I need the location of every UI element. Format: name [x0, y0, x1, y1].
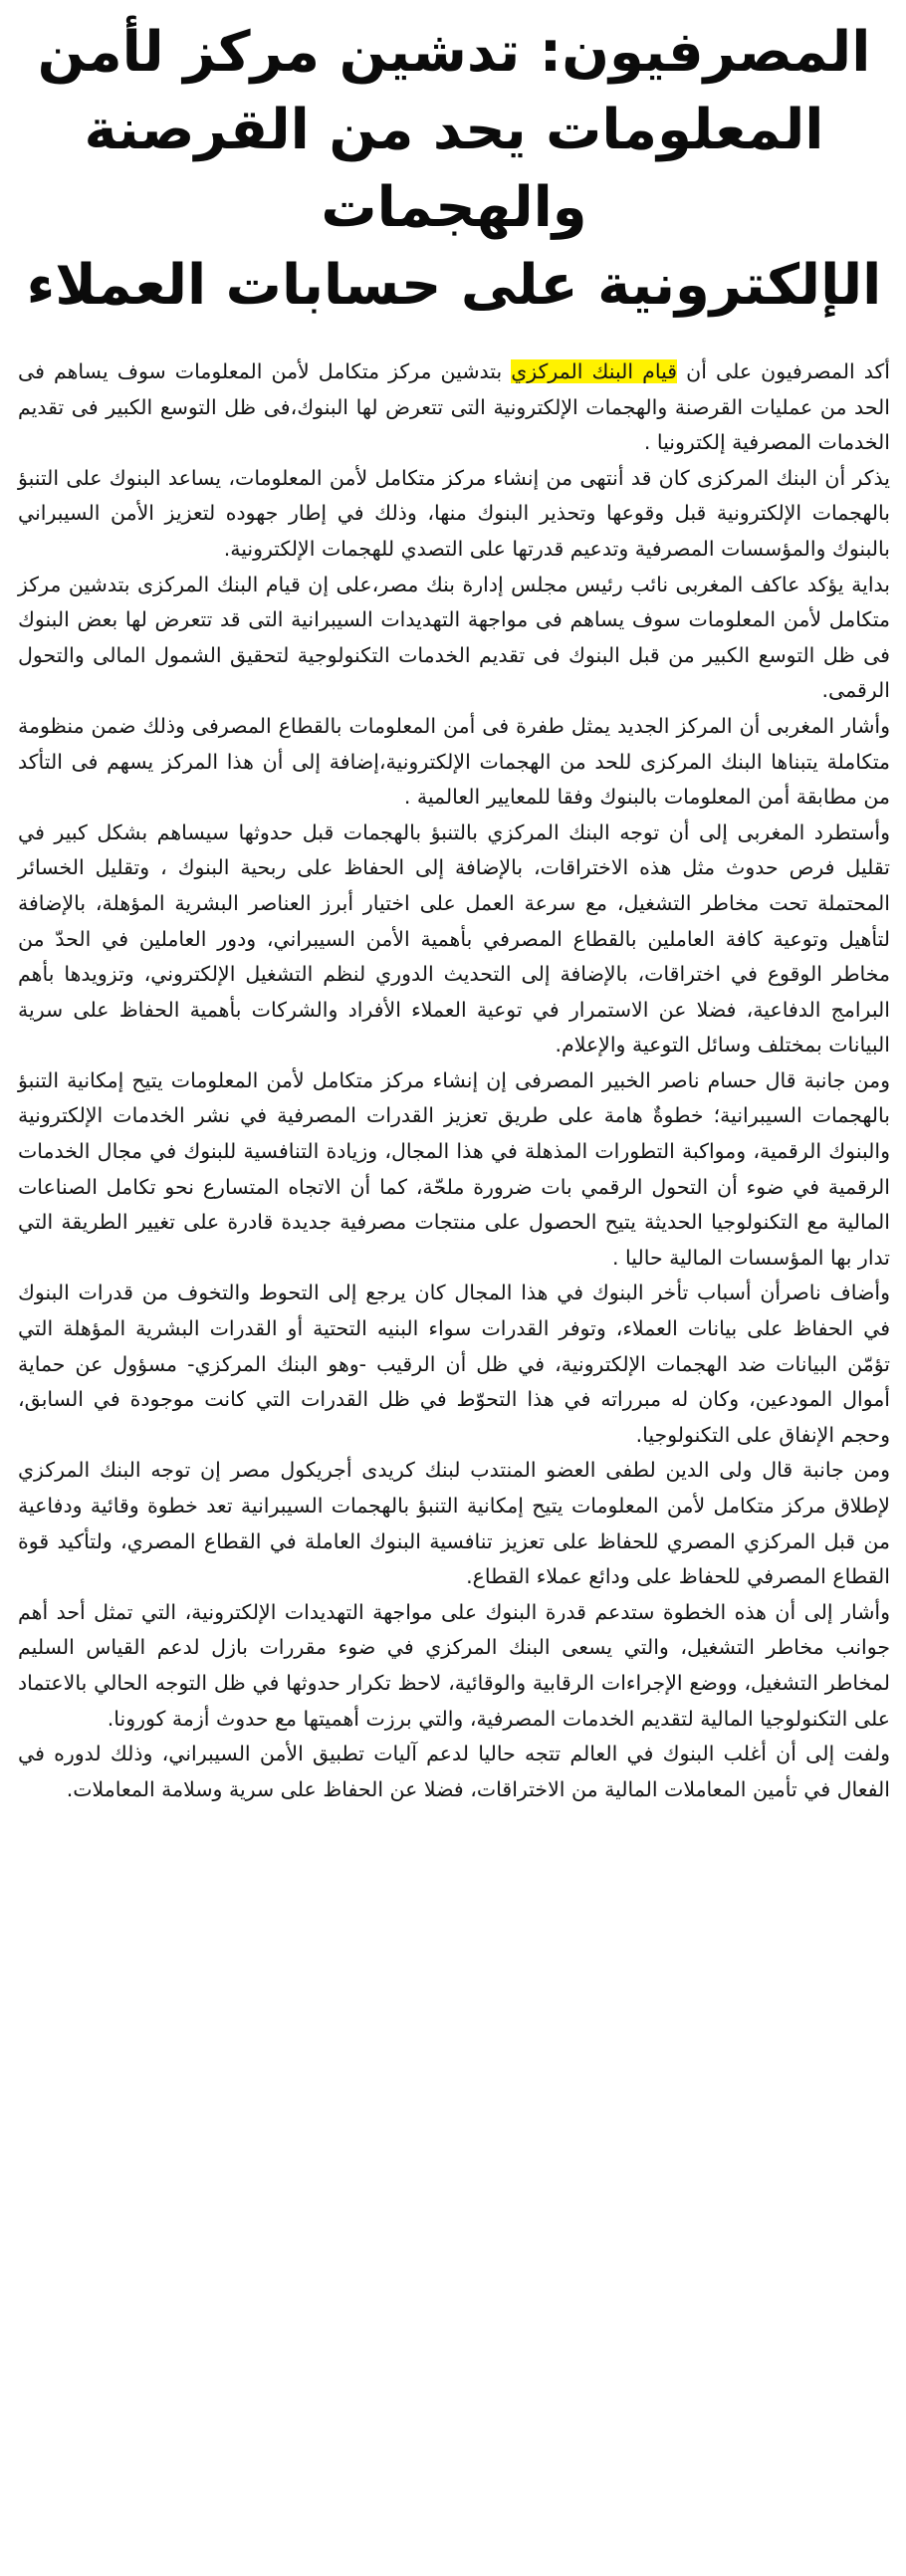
- lead-text-start: أكد المصرفيون على أن: [677, 359, 890, 383]
- lead-text-rest: بتدشين مركز متكامل لأمن المعلومات سوف يساهم فى الحد من عمليات القرصنة والهجمات الإلكترونية التى تتعرض لها البنوك،فى ظل التوسع الكبير فى تقديم الخدمات المصرفية إلكترونيا .: [18, 359, 890, 455]
- headline-line: الإلكترونية على حسابات العملاء: [26, 253, 882, 318]
- headline-line: المصرفيون: تدشين مركز لأمن: [37, 20, 871, 85]
- headline-line: المعلومات يحد من القرصنة والهجمات: [84, 98, 824, 240]
- article-paragraph: ومن جانبة قال حسام ناصر الخبير المصرفى إن إنشاء مركز متكامل لأمن المعلومات يتيح إمكانية التنبؤ بالهجمات السيبرانية؛ خطوةٌ هامة على طريق تعزيز القدرات المصرفية في نشر الخدمات الإلكترونية والبنوك الرقمية، ومواكبة التطورات المذهلة في هذا المجال، وزيادة التنافسية للبنوك في مجال الخدمات الرقمية في ضوء أن التحول الرقمي بات ضرورة ملحّة، كما أن الاتجاه المتسارع نحو تكامل الصناعات المالية مع التكنولوجيا الحديثة يتيح الحصول على منتجات مصرفية جديدة قادرة على تغيير الطريقة التي تدار بها المؤسسات المالية حاليا .: [18, 1067, 890, 1270]
- article-paragraph: ومن جانبة قال ولى الدين لطفى العضو المنتدب لبنك كريدى أجريكول مصر إن توجه البنك المركزي لإطلاق مركز متكامل لأمن المعلومات يتيح إمكانية التنبؤ بالهجمات السيبرانية تعد خطوة وقائية ودفاعية من قبل المركزي المصري للحفاظ على تعزيز تنافسية البنوك العاملة في القطاع المصري، ولتأكيد قوة القطاع المصرفي للحفاظ على ودائع عملاء القطاع.: [18, 1458, 890, 1589]
- article-paragraph: وأشار إلى أن هذه الخطوة ستدعم قدرة البنوك على مواجهة التهديدات الإلكترونية، التي تمثل أحد أهم جوانب مخاطر التشغيل، والتي يسعى البنك المركزي في ضوء مقررات بازل لدعم القياس السليم لمخاطر التشغيل، ووضع الإجراءات الرقابية والوقائية، لاحظ تكرار حدوثها في ظل التوجه الحالي بالاعتماد على التكنولوجيا المالية لتقديم الخدمات المصرفية، والتي برزت أهميتها مع حدوث أزمة كورونا.: [18, 1599, 890, 1731]
- article-headline: [18, 14, 890, 325]
- article-body: [18, 354, 890, 1807]
- highlighted-phrase: قيام البنك المركزي: [511, 359, 678, 383]
- article-paragraph: وأشار المغربى أن المركز الجديد يمثل طفرة فى أمن المعلومات بالقطاع المصرفى وذلك ضمن منظومة متكاملة يتبناها البنك المركزى للحد من الهجمات الإلكترونية،إضافة إلى أن هذا المركز يسهم فى التأكد من مطابقة أمن المعلومات بالبنوك وفقا للمعايير العالمية .: [18, 713, 890, 810]
- article-paragraph-lead: [18, 354, 890, 461]
- article-paragraph: وأستطرد المغربى إلى أن توجه البنك المركزي بالتنبؤ بالهجمات قبل حدوثها سيساهم بشكل كبير في تقليل فرص حدوث مثل هذه الاختراقات، بالإضافة إلى الحفاظ على ربحية البنوك ، وتقليل الخسائر المحتملة تحت مخاطر التشغيل، مع سرعة العمل على اختيار أبرز العناصر البشرية المؤهلة، بالإضافة لتأهيل وتوعية كافة العاملين بالقطاع المصرفي بأهمية الأمن السيبراني، ودور العاملين في الحدّ من مخاطر الوقوع في اختراقات، بالإضافة إلى التحديث الدوري لنظم التشغيل الإلكتروني، وتزويدها بأهم البرامج الدفاعية، فضلا عن الاستمرار في توعية العملاء الأفراد والشركات بأهمية الحفاظ على سرية البيانات بمختلف وسائل التوعية والإعلام.: [18, 820, 890, 1057]
- article-paragraph: يذكر أن البنك المركزى كان قد أنتهى من إنشاء مركز متكامل لأمن المعلومات، يساعد البنوك على التنبؤ بالهجمات الإلكترونية قبل وقوعها وتحذير البنوك منها، وذلك في إطار جهوده لتعزيز الأمن السيبراني بالبنوك والمؤسسات المصرفية وتدعيم قدرتها على التصدي للهجمات الإلكترونية.: [18, 465, 890, 561]
- article-paragraph: بداية يؤكد عاكف المغربى نائب رئيس مجلس إدارة بنك مصر،على إن قيام البنك المركزى بتدشين مركز متكامل لأمن المعلومات سوف يساهم فى مواجهة التهديدات السيبرانية التى قد تتعرض لها بعض البنوك فى ظل التوسع الكبير من قبل البنوك فى تقديم الخدمات التكنولوجية لتحقيق الشمول المالى والتحول الرقمى.: [18, 572, 890, 703]
- article-paragraph: ولفت إلى أن أغلب البنوك في العالم تتجه حاليا لدعم آليات تطبيق الأمن السيبراني، وذلك لدوره في الفعال في تأمين المعاملات المالية من الاختراقات، فضلا عن الحفاظ على سرية وسلامة المعاملات.: [18, 1742, 890, 1801]
- article-paragraph: وأضاف ناصرأن أسباب تأخر البنوك في هذا المجال كان يرجع إلى التحوط والتخوف من قدرات البنوك في الحفاظ على بيانات العملاء، وتوفر القدرات سواء البنيه التحتية أو القدرات البشرية المؤهلة التي تؤمّن البيانات ضد الهجمات الإلكترونية، في ظل أن الرقيب -وهو البنك المركزي- مسؤول عن حماية أموال المودعين، وكان له مبرراته في هذا التحوّط في ظل القدرات التي كانت موجودة في السابق، وحجم الإنفاق على التكنولوجيا.: [18, 1281, 890, 1447]
